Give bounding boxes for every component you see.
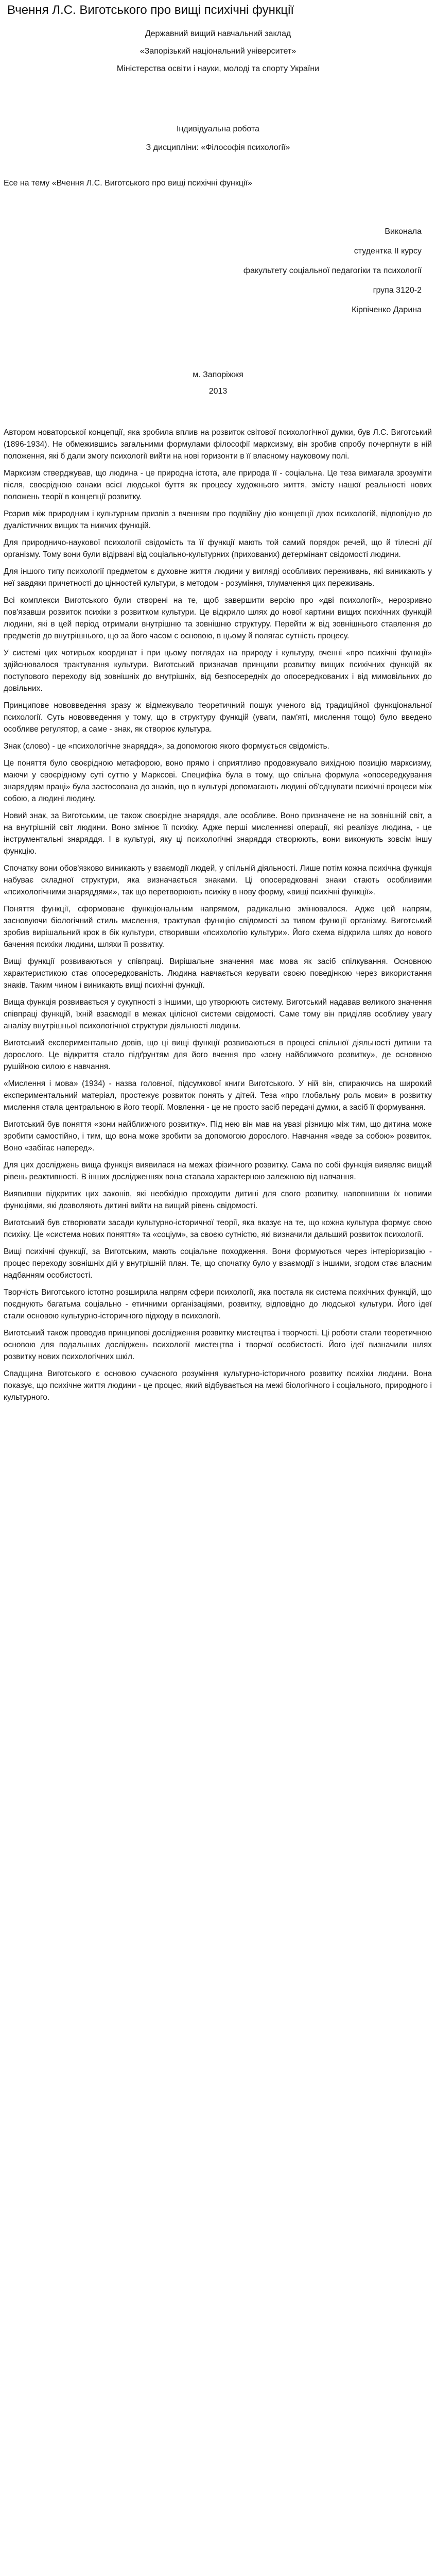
author-block [243,227,422,325]
essay-paragraph: Виготський також проводив принципові дослідження розвитку мистецтва і творчості. Ці роботи стали теоретичною основою для подальших досліджень психології мистецтва і творчої особистості. Його ідеї визначили шлях розвитку нових психологічних шкіл. [4,1329,432,1361]
essay-paragraph: Для природничо-наукової психології свідомість та її функції мають той самий порядок речей, що й тілесні дії організму. Тому вони були відірвані від соціально-культурних (прихованих) детермінант свідомості людини. [4,538,432,559]
essay-paragraph: Марксизм стверджував, що людина - це природна істота, але природа її - соціальна. Це теза вимагала зрозуміти після, своєрідною ознаки всієї людської буття як процесу художнього життя, змісту нашої реальності нових положень теорії в концепції розвитку. [4,469,432,501]
essay-paragraph: Розрив між природним і культурним призвів з вченням про подвійну дію концепції двох психологій, відповідно до дуалістичних вищих та нижчих функцій. [4,510,432,530]
essay-paragraph: Виготський був створювати засади культурно-історичної теорії, яка вказує на те, що кожна культура формує свою психіку. Це «система нових поняття» та «соціум», за своєю сутністю, які визначили дальший розвиток психології. [4,1218,432,1239]
essay-paragraph: Для іншого типу психології предметом є духовне життя людини у вигляді особливих переживань, які виникають у неї завдяки причетності до цінностей культури, в методом - розуміння, тлумачення цих переживань. [4,567,432,588]
author-role: Виконала [385,227,422,236]
essay-paragraph: Спочатку вони обов'язково виникають у взаємодії людей, у спільній діяльності. Лише потім кожна психічна функція набуває складної структури, яка визначається знаками. Ці опосередковані знаки стають особливими «психологічними знаряддями», так що перетворюють психіку в нову форму, «вищі психічні функції». [4,864,432,896]
essay-paragraph: Знак (слово) - це «психологічне знаряддя», за допомогою якого формується свідомість. [4,742,329,751]
work-type: Індивідуальна робота [176,125,260,133]
essay-paragraph: «Мислення і мова» (1934) - назва головної, підсумкової книги Виготського. У ній він, спираючись на широкий експериментальний матеріал, простежує розвиток понять у дітей. Теза «про глобальну роль мови» в розвитку мислення стала центральною в його теорії. Мовлення - це не просто засіб передачі думки, а засіб її формування. [4,1079,432,1112]
institution-line: «Запорізький національний університет» [139,47,297,56]
author-group: група 3120-2 [373,286,422,295]
work-type-block [0,124,436,161]
essay-paragraph: Поняття функції, сформоване функціональним напрямом, радикально змінювалося. Адже цей напрям, засновуючи біологічний стиль мислення, трактував функцію свідомості за типом функції організму. Виготський зробив вирішальний крок в бік культури, створивши «психологію культури». Його схема відкрила шлях до нового бачення психіки людини, шляхи її розвитку. [4,905,432,949]
year: 2013 [208,387,228,396]
essay-paragraph: У системі цих чотирьох координат і при цьому поглядах на природу і культуру, вченні «про психічні функції» здійснювалося трактування культури. Виготський призначав принципи розвитку вищих психічних функцій як поступового переходу від зовнішніх до внутрішніх, від безпосередніх до опосередкованих і від мимовільних до довільних. [4,649,432,693]
author-faculty: факультету соціальної педагогіки та психології [243,266,422,275]
essay-paragraph: Творчість Виготського істотно розширила напрям сфери психології, яка постала як система психічних функцій, що поєднують багатьма соціально - етичними організаціями, розвитку, відповідно до людської культури. Його ідеї стали основою культурно-історичного підходу в психології. [4,1288,432,1320]
institution-header [0,29,436,81]
essay-paragraph: Принципове нововведення зразу ж відмежувало теоретичний пошук ученого від традиційної функціональної психології. Суть нововведення у тому, що в структуру функцій (уваги, пам'яті, мислення тощо) було введено особливе регулятор, а саме - знак, як створює культура. [4,701,432,734]
author-name: Кірпіченко Дарина [352,306,422,314]
essay-paragraph: Вищі функції розвиваються у співпраці. Вирішальне значення має мова як засіб спілкування. Основною характеристикою стає опосередкованість. Людина навчається керувати своєю поведінкою через використання знаків. Таким чином і виникають вищі психічні функції. [4,957,432,990]
city-year-block [0,370,436,403]
institution-line: Міністерства освіти і науки, молоді та спорту України [116,64,320,73]
essay-paragraph: Новий знак, за Виготським, це також своєрідне знаряддя, але особливе. Воно призначене не на зовнішній світ, а на внутрішній світ людини. Воно змінює її психіку. Адже перші мисленнєві операції, які реалізує людина, - це інструментальні знаряддя. І в культурі, яку ці психологічні знаряддя створюють, вони виконують зовсім іншу функцію. [4,811,432,856]
essay-paragraph: Спадщина Виготського є основою сучасного розуміння культурно-історичного розвитку психіки людини. Вона показує, що психічне життя людини - це процес, який відбувається на межі біологічного і соціального, природного і культурного. [4,1369,432,1402]
institution-line: Державний вищий навчальний заклад [145,29,291,38]
essay-paragraph: Це поняття було своєрідною метафорою, воно прямо і сприятливо продовжувало вихідною позицію марксизму, маючи у своєрідному суті суттю у Марксові. Специфіка була в тому, що спільна формула «опосередкування знаряддям праці» була застосована до знаків, що в культурі допомагають людині об'єднувати психічні процеси між собою, а людині людину. [4,759,432,803]
essay-paragraph: Автором новаторської концепції, яка зробила вплив на розвиток світової психологічної думки, був Л.С. Виготський (1896-1934). Не обмежившись загальними формулами філософії марксизму, він зробив спробу почерпнути в ній положення, які б дали змогу психології вийти на нові горизонти в її власному науковому полі. [4,428,432,461]
essay-topic: Есе на тему «Вчення Л.С. Виготського про вищі психічні функції» [4,179,252,188]
essay-paragraph: Вищі психічні функції, за Виготським, мають соціальне походження. Вони формуються через інтеріоризацію - процес переходу зовнішніх дій у внутрішній план. Те, що спочатку було у взаємодії з іншими, згодом стає власним надбанням особистості. [4,1247,432,1280]
essay-body [4,427,432,1409]
essay-paragraph: Для цих досліджень вища функція виявилася на межах фізичного розвитку. Сама по собі функція виявляє вищий рівень реактивності. В інших дослідженнях вона ставала характерною залежною від навчання. [4,1161,432,1181]
essay-paragraph: Всі комплекси Виготського були створені на те, щоб завершити версію про «дві психології», нерозривно пов'язавши розвиток психіки з розвитком культури. Це відкрило шлях до нової картини вищих психічних функцій людини, які в цей період отримали внутрішню та зовнішню структуру. Перейти ж від зовнішнього ставлення до предметів до внутрішнього, що за його часом є основою, в цьому й полягає сутність процесу. [4,596,432,640]
document-title: Вчення Л.С. Виготського про вищі психічні функції [7,3,294,17]
discipline: З дисципліни: «Філософія психології» [146,143,290,152]
essay-paragraph: Виготський був поняття «зони найближчого розвитку». Під нею він мав на увазі різницю між тим, що дитина може зробити самостійно, і тим, що вона може зробити за допомогою дорослого. Навчання «веде за собою» розвиток. Воно «забігає наперед». [4,1120,432,1153]
essay-paragraph: Вища функція розвивається у сукупності з іншими, що утворюють систему. Виготський надавав великого значення співпраці функцій, їхній взаємодії в межах цілісної системи свідомості. Саме тому він приділяв особливу увагу аналізу внутрішньої психологічної структури діяльності людини. [4,998,432,1030]
author-course: студентка ІІ курсу [354,247,422,256]
essay-paragraph: Виготський експериментально довів, що ці вищі функції розвиваються в процесі спільної діяльності дитини та дорослого. Це відкриття стало підґрунтям для його вчення про «зону найближчого розвитку», де основною рушійною силою є навчання. [4,1039,432,1071]
city: м. Запоріжжя [193,370,243,379]
essay-paragraph: Виявивши відкритих цих законів, які необхідно проходити дитині для свого розвитку, наповнивши їх новими функціями, які дозволяють дитині вийти на вищий рівень свідомості. [4,1190,432,1210]
